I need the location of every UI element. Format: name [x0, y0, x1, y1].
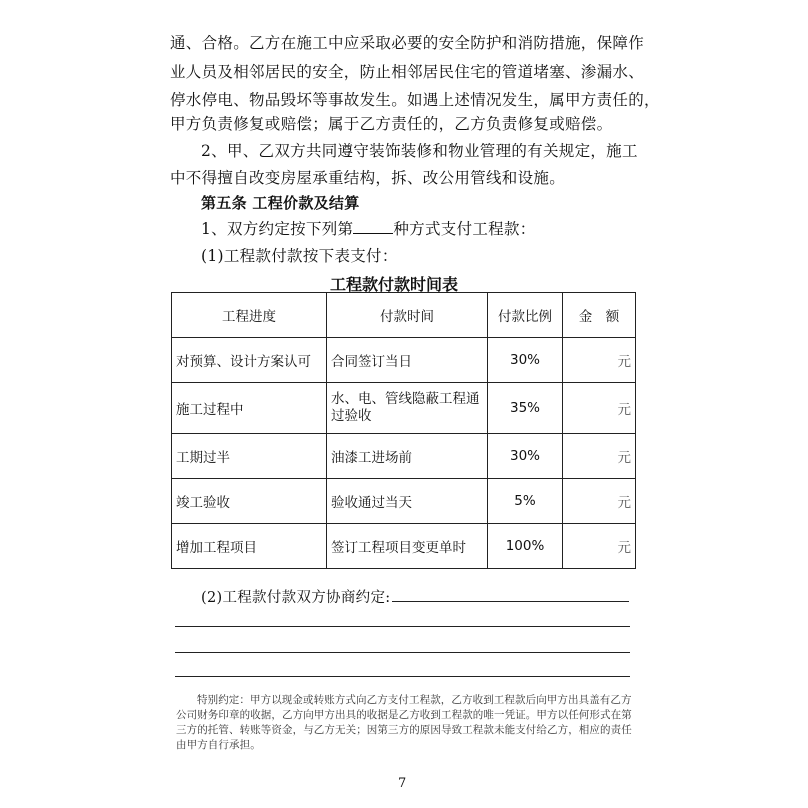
row-stage: 竣工验收: [172, 479, 327, 524]
row-stage: 增加工程项目: [172, 524, 327, 569]
row-amount[interactable]: 元: [563, 338, 636, 383]
table-header-row: [172, 293, 636, 338]
row-stage: 施工过程中: [172, 383, 327, 434]
fill-line-2[interactable]: [175, 626, 630, 627]
option-2: (2)工程款付款双方协商约定:: [201, 590, 391, 606]
header-ratio: 付款比例: [488, 293, 563, 338]
body-line-6: 中不得擅自改变房屋承重结构，拆、改公用管线和设施。: [170, 169, 566, 187]
page-number: 7: [398, 776, 407, 791]
body-line-2: 业人员及相邻居民的安全，防止相邻居民住宅的管道堵塞、渗漏水、: [170, 63, 645, 81]
row-time: 验收通过当天: [327, 479, 488, 524]
table-row: [172, 338, 636, 383]
table-row: [172, 383, 636, 434]
table-title: 工程款付款时间表: [330, 275, 459, 294]
row-amount[interactable]: 元: [563, 434, 636, 479]
body-line-4: 甲方负责修复或赔偿；属于乙方责任的，乙方负责修复或赔偿。: [170, 115, 613, 133]
row-ratio: 30%: [488, 338, 563, 383]
row-ratio: 100%: [488, 524, 563, 569]
fill-line-3[interactable]: [175, 652, 630, 653]
row-time: 合同签订当日: [327, 338, 488, 383]
row-time: 水、电、管线隐蔽工程通过验收: [327, 383, 488, 434]
fill-line-1[interactable]: [392, 601, 629, 602]
section-heading: 第五条 工程价款及结算: [201, 194, 360, 212]
option-1: (1)工程款付款按下表支付：: [201, 247, 398, 265]
table-row: [172, 479, 636, 524]
row-time: 油漆工进场前: [327, 434, 488, 479]
row-time: 签订工程项目变更单时: [327, 524, 488, 569]
body-line-1: 通、合格。乙方在施工中应采取必要的安全防护和消防措施，保障作: [170, 34, 645, 52]
payment-clause: [201, 217, 536, 239]
fill-line-4[interactable]: [175, 676, 630, 677]
payment-clause-before: 1、双方约定按下列第: [201, 220, 354, 238]
special-note: 特别约定：甲方以现金或转账方式向乙方支付工程款，乙方收到工程款后向甲方出具盖有乙方公司财务印章的收据，乙方向甲方出具的收据是乙方收到工程款的唯一凭证。甲方以任何形式在第三方的托管、转账等资金，与乙方无关；因第三方的原因导致工程款未能支付给乙方，相应的责任由甲方自行承担。: [176, 694, 632, 751]
body-line-5: 2、甲、乙双方共同遵守装饰装修和物业管理的有关规定，施工: [201, 142, 638, 160]
table-row: [172, 434, 636, 479]
row-ratio: 35%: [488, 383, 563, 434]
payment-method-blank[interactable]: [353, 219, 393, 234]
payment-clause-after: 种方式支付工程款：: [393, 220, 536, 238]
table-row: [172, 524, 636, 569]
row-stage: 对预算、设计方案认可: [172, 338, 327, 383]
header-amount: 金 额: [563, 293, 636, 338]
row-amount[interactable]: 元: [563, 383, 636, 434]
payment-schedule-table: [171, 292, 636, 569]
header-stage: 工程进度: [172, 293, 327, 338]
row-amount[interactable]: 元: [563, 524, 636, 569]
header-time: 付款时间: [327, 293, 488, 338]
row-stage: 工期过半: [172, 434, 327, 479]
body-line-3: 停水停电、物品毁坏等事故发生。如遇上述情况发生，属甲方责任的，: [170, 91, 660, 109]
row-ratio: 5%: [488, 479, 563, 524]
row-ratio: 30%: [488, 434, 563, 479]
row-amount[interactable]: 元: [563, 479, 636, 524]
